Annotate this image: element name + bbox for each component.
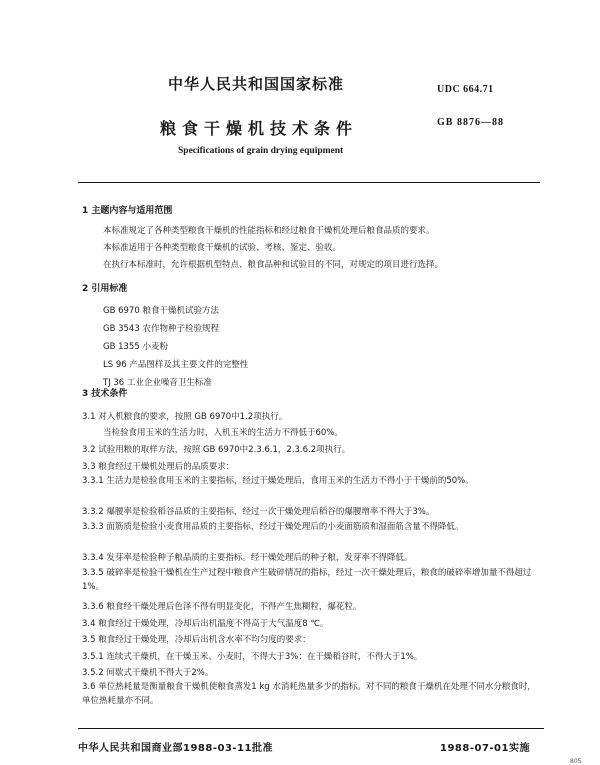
clause-3-3: 3.3 粮食经过干燥机处理后的品质要求： — [82, 462, 235, 472]
clause-3-3-2: 3.3.2 爆腰率是检验稻谷品质的主要指标，经过一次干燥处理后稻谷的爆腰增率不得大于3%。 — [82, 507, 435, 517]
effective-date: 1988-07-01实施 — [440, 743, 530, 754]
reference-item: GB 3543 农作物种子检验规程 — [103, 324, 219, 334]
document-title: 粮食干燥机技术条件 — [160, 119, 359, 138]
clause-3-3-3: 3.3.3 面筋质是检验小麦食用品质的主要指标，经过干燥处理后的小麦面筋质和湿面筋含量不得降低。 — [82, 522, 464, 532]
approval-line: 中华人民共和国商业部1988-03-11批准 — [78, 743, 273, 754]
footer-divider — [78, 728, 544, 729]
clause-3-5-2: 3.5.2 间歇式干燥机不得大于2%。 — [82, 668, 214, 678]
section-1-heading: 1 主题内容与适用范围 — [82, 206, 173, 216]
reference-item: LS 96 产品图样及其主要文件的完整性 — [103, 360, 249, 370]
page-number: 805 — [570, 758, 582, 765]
udc-code: UDC 664.71 — [437, 84, 494, 95]
clause-3-1-note: 当检验食用玉米的生活力时，入机玉米的生活力不得低于60%。 — [103, 428, 343, 438]
clause-3-3-6: 3.3.6 粮食经干燥处理后色泽不得有明显变化，不得产生焦糊粒，爆花粒。 — [82, 602, 362, 612]
clause-3-3-4: 3.3.4 发芽率是检验种子粮品质的主要指标。经干燥处理后的种子粮，发芽率不得降低。 — [82, 553, 413, 563]
reference-item: GB 1355 小麦粉 — [103, 342, 168, 352]
clause-3-2: 3.2 试验用粮的取样方法，按照 GB 6970中2.3.6.1，2.3.6.2项执行。 — [82, 445, 351, 455]
section-1-paragraph: 本标准适用于各种类型粮食干燥机的试验、考核、鉴定、验收。 — [103, 243, 342, 253]
section-1-paragraph: 在执行本标准时，允许根据机型特点、粮食品种和试验目的不同，对规定的项目进行选择。 — [103, 260, 444, 270]
gb-number: GB 8876—88 — [437, 117, 504, 128]
standard-title: 中华人民共和国国家标准 — [168, 75, 345, 93]
section-2-heading: 2 引用标准 — [82, 284, 128, 294]
header-divider — [78, 182, 540, 183]
reference-item: GB 6970 粮食干燥机试验方法 — [103, 306, 219, 316]
clause-3-3-1: 3.3.1 生活力是检验食用玉米的主要指标，经过干燥处理后，食用玉米的生活力不得小于干燥前的50%。 — [82, 476, 474, 486]
clause-3-5: 3.5 粮食经过干燥处理，冷却后出机含水率不均匀度的要求： — [82, 635, 311, 645]
clause-3-1: 3.1 对入机粮食的要求，按照 GB 6970中1.2项执行。 — [82, 412, 288, 422]
clause-3-6: 3.6 单位热耗量是衡量粮食干燥机使粮食蒸发1 kg 水消耗热量多少的指标。对不同的粮食干燥机在处理不同水分粮食时，单位热耗量亦不同。 — [82, 682, 536, 706]
english-title: Specifications of grain drying equipment — [178, 146, 344, 156]
reference-item: TJ 36 工业企业噪音卫生标准 — [103, 378, 212, 388]
clause-3-4: 3.4 粮食经过干燥处理，冷却后出机温度不得高于大气温度8 ℃。 — [82, 619, 329, 629]
section-1-paragraph: 本标准规定了各种类型粮食干燥机的性能指标和经过粮食干燥机处理后粮食品质的要求。 — [103, 226, 435, 236]
clause-3-5-1: 3.5.1 连续式干燥机，在干燥玉米、小麦时，不得大于3%；在干燥稻谷时，不得大于1%。 — [82, 652, 423, 662]
clause-3-3-5: 3.3.5 破碎率是检验干燥机在生产过程中粮食产生破碎情况的指标，经过一次干燥处理后，粮食的破碎率增加量不得超过1%。 — [82, 568, 532, 592]
section-3-heading: 3 技术条件 — [82, 389, 128, 399]
